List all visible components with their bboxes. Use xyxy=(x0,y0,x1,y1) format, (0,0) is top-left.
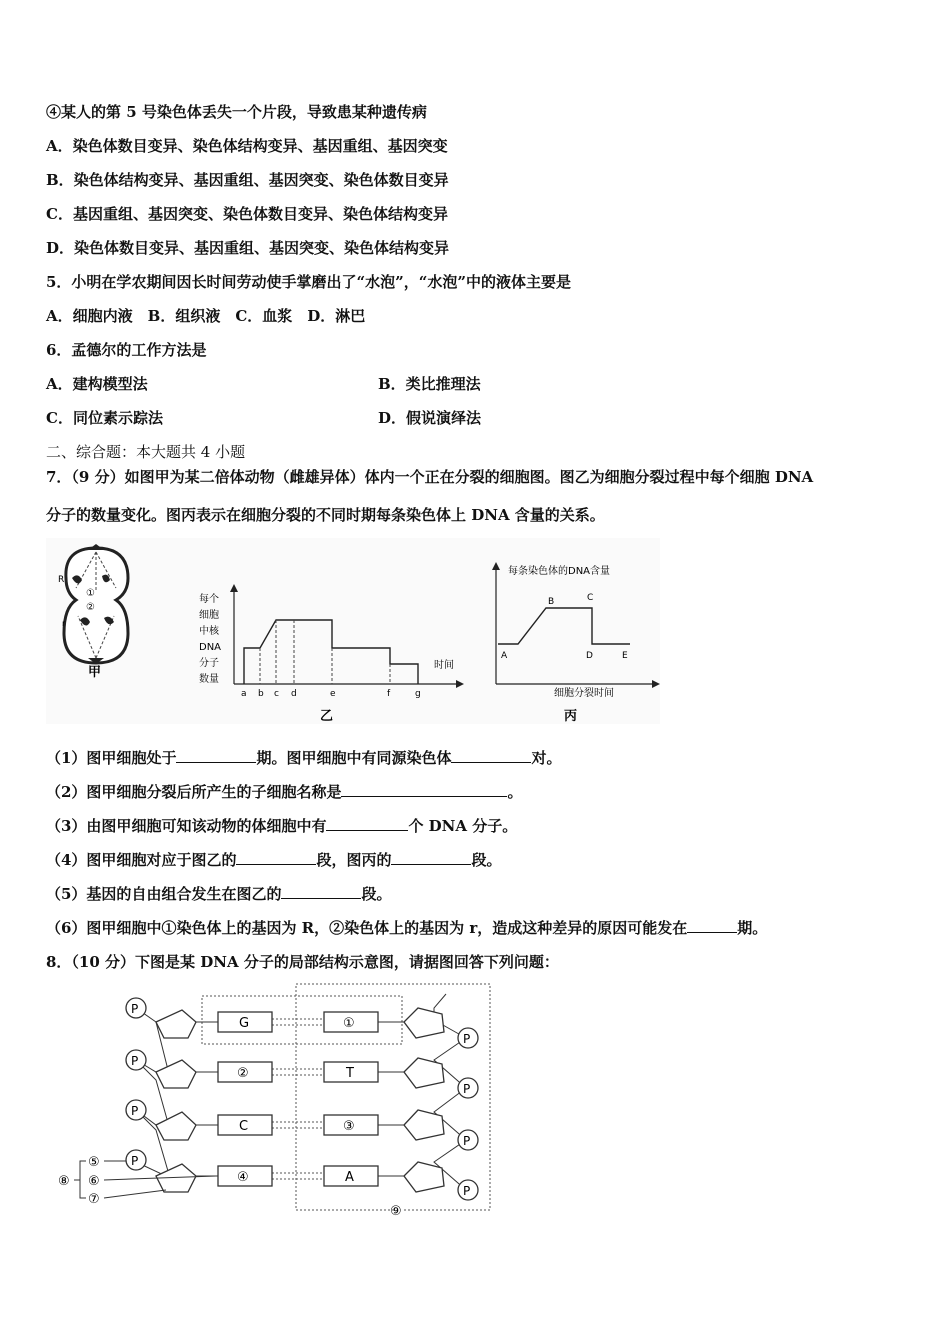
phosphate-label: P xyxy=(463,1032,471,1046)
phosphate-label: P xyxy=(463,1134,471,1148)
fig-jia-mark-2: ② xyxy=(86,602,95,613)
q4-option-c: C．基因重组、基因突变、染色体数目变异、染色体结构变异 xyxy=(46,205,448,223)
q8-stem: 8．（10 分）下图是某 DNA 分子的局部结构示意图，请据图回答下列问题： xyxy=(46,953,559,971)
q8-label-9: ⑨ xyxy=(390,1204,402,1219)
q7-sub3-text-a: （3）由图甲细胞可知该动物的体细胞中有 xyxy=(46,817,327,835)
q7-sub4 xyxy=(46,849,501,870)
fig-yi-tick-d: d xyxy=(291,689,297,699)
q8-right-base-2: T xyxy=(346,1066,354,1081)
answer-blank[interactable] xyxy=(451,747,531,763)
q8-right-base-4: A xyxy=(345,1170,354,1185)
q7-sub1-text-a: （1）图甲细胞处于 xyxy=(46,749,177,767)
fig-yi-ylabel-6: 数量 xyxy=(199,674,219,685)
q7-sub3-text-b: 个 DNA 分子。 xyxy=(408,817,518,835)
phosphate-label: P xyxy=(131,1104,139,1118)
q8-label-6: ⑥ xyxy=(88,1174,100,1189)
q4-option-b: B．染色体结构变异、基因重组、基因突变、染色体数目变异 xyxy=(46,171,449,189)
fig-yi-tick-a: a xyxy=(241,689,247,699)
fig-jia-mark-1: ① xyxy=(86,588,95,599)
q6-option-d: D．假说演绎法 xyxy=(378,409,482,427)
q8-left-base-4: ④ xyxy=(237,1170,249,1185)
answer-blank[interactable] xyxy=(326,815,408,831)
fig-yi-ylabel-4: DNA xyxy=(199,642,222,653)
phosphate-label: P xyxy=(131,1054,139,1068)
q7-sub3 xyxy=(46,815,517,836)
fig-bing-point-d: D xyxy=(586,651,593,661)
q8-left-base-1: G xyxy=(239,1016,250,1031)
q8-label-8: ⑧ xyxy=(58,1174,70,1189)
q7-sub6 xyxy=(46,917,767,938)
q7-sub5 xyxy=(46,883,391,904)
q7-sub1-text-b: 期。图甲细胞中有同源染色体 xyxy=(256,749,452,767)
q7-sub6-text-b: 期。 xyxy=(737,919,768,937)
fig-bing-point-c: C xyxy=(587,593,594,603)
fig-yi-xlabel: 时间 xyxy=(434,660,454,671)
q8-label-7: ⑦ xyxy=(88,1192,100,1207)
q7-figure-svg xyxy=(46,538,660,724)
section-heading: 二、综合题：本大题共 4 小题 xyxy=(46,443,246,461)
fig-yi-tick-f: f xyxy=(387,689,391,699)
answer-blank[interactable] xyxy=(341,781,507,797)
q4-option-a: A．染色体数目变异、染色体结构变异、基因重组、基因突变 xyxy=(46,137,448,155)
fig-yi-ylabel-1: 每个 xyxy=(199,594,219,605)
q7-sub4-text-a: （4）图甲细胞对应于图乙的 xyxy=(46,851,237,869)
q7-sub6-text-a: （6）图甲细胞中①染色体上的基因为 R，②染色体上的基因为 r，造成这种差异的原因可能发在 xyxy=(46,919,688,937)
q7-sub5-text-a: （5）基因的自由组合发生在图乙的 xyxy=(46,885,282,903)
q5-options: A．细胞内液 B．组织液 C．血浆 D．淋巴 xyxy=(46,307,366,325)
fig-yi-caption: 乙 xyxy=(320,709,334,724)
q7-stem-line2: 分子的数量变化。图丙表示在细胞分裂的不同时期每条染色体上 DNA 含量的关系。 xyxy=(46,506,605,524)
fig-jia-caption: 甲 xyxy=(88,665,102,680)
phosphate-label: P xyxy=(131,1154,139,1168)
q7-sub2 xyxy=(46,781,522,802)
q5-stem: 5．小明在学农期间因长时间劳动使手掌磨出了“水泡”，“水泡”中的液体主要是 xyxy=(46,273,571,291)
q8-right-base-1: ① xyxy=(343,1016,355,1031)
fig-jia-mark-r-upper: R xyxy=(58,575,65,585)
fig-bing-point-e: E xyxy=(622,651,628,661)
q7-stem-line1: 7．（9 分）如图甲为某二倍体动物（雌雄异体）体内一个正在分裂的细胞图。图乙为细胞分裂过程中每个细胞 DNA xyxy=(46,468,814,486)
fig-bing-ylabel: 每条染色体的DNA含量 xyxy=(508,566,611,577)
answer-blank[interactable] xyxy=(687,917,737,933)
answer-blank[interactable] xyxy=(281,883,361,899)
q4-option-d: D．染色体数目变异、基因重组、基因突变、染色体结构变异 xyxy=(46,239,450,257)
q8-left-base-2: ② xyxy=(237,1066,249,1081)
fig-yi-ylabel-2: 细胞 xyxy=(199,610,219,621)
q7-figures xyxy=(46,538,660,724)
fig-yi-tick-g: g xyxy=(415,689,421,699)
q6-option-a: A．建构模型法 xyxy=(46,375,148,393)
q8-dna-diagram xyxy=(46,980,506,1220)
fig-yi-ylabel-5: 分子 xyxy=(199,658,219,669)
phosphate-label: P xyxy=(463,1184,471,1198)
q8-right-base-3: ③ xyxy=(343,1119,355,1134)
q8-label-5: ⑤ xyxy=(88,1155,100,1170)
fig-bing-caption: 丙 xyxy=(564,709,578,724)
fig-jia-cell xyxy=(58,544,128,680)
fig-yi-tick-c: c xyxy=(274,689,279,699)
fig-yi-tick-e: e xyxy=(330,689,336,699)
q7-sub4-text-b: 段，图丙的 xyxy=(316,851,392,869)
q7-sub2-text-b: 。 xyxy=(507,783,523,801)
fig-bing-point-b: B xyxy=(548,597,555,607)
fig-bing-point-a: A xyxy=(501,651,508,661)
q7-sub1 xyxy=(46,747,561,768)
fig-jia-mark-r-lower: r xyxy=(62,619,66,628)
answer-blank[interactable] xyxy=(391,849,471,865)
q7-sub4-text-c: 段。 xyxy=(471,851,502,869)
q7-sub5-text-b: 段。 xyxy=(361,885,392,903)
fig-yi-ylabel-3: 中核 xyxy=(199,626,219,637)
phosphate-label: P xyxy=(131,1002,139,1016)
q7-sub2-text-a: （2）图甲细胞分裂后所产生的子细胞名称是 xyxy=(46,783,342,801)
answer-blank[interactable] xyxy=(236,849,316,865)
q8-left-base-3: C xyxy=(239,1119,249,1134)
q6-option-b: B．类比推理法 xyxy=(378,375,481,393)
q4-item4: ④某人的第 5 号染色体丢失一个片段，导致患某种遗传病 xyxy=(46,103,427,121)
q6-stem: 6．孟德尔的工作方法是 xyxy=(46,341,207,359)
q6-option-c: C．同位素示踪法 xyxy=(46,409,163,427)
phosphate-label: P xyxy=(463,1082,471,1096)
answer-blank[interactable] xyxy=(176,747,256,763)
fig-yi-tick-b: b xyxy=(258,689,264,699)
fig-yi-chart xyxy=(199,584,464,724)
fig-bing-chart xyxy=(492,562,660,724)
fig-bing-xlabel: 细胞分裂时间 xyxy=(554,688,614,699)
q7-sub1-text-c: 对。 xyxy=(531,749,562,767)
